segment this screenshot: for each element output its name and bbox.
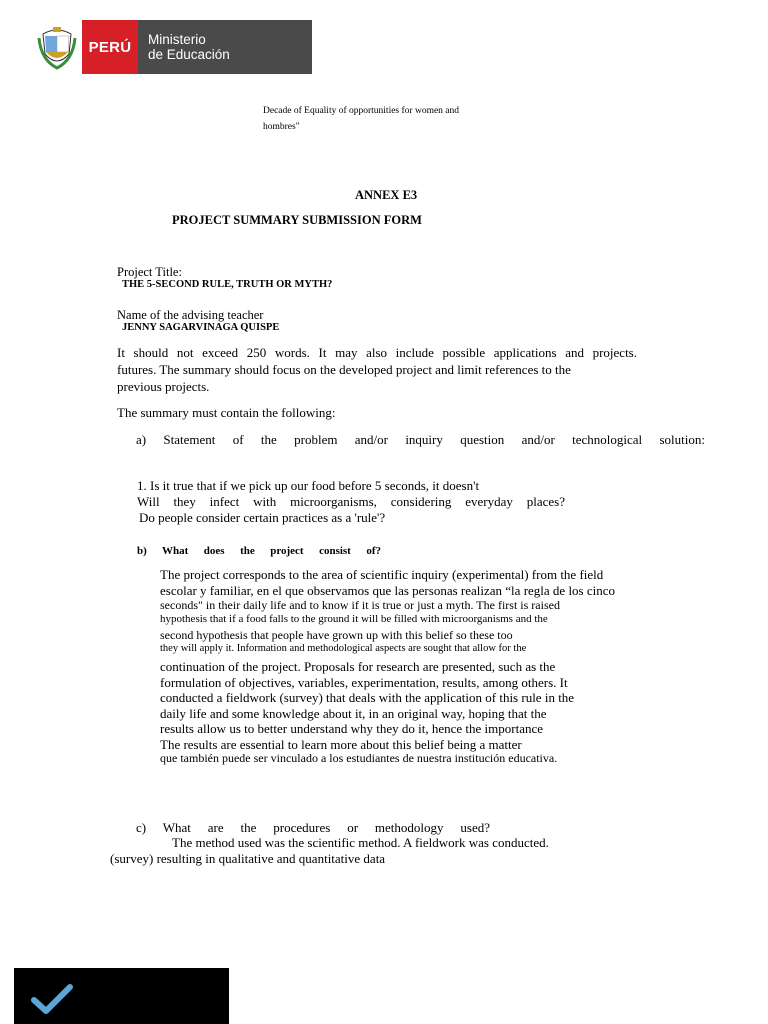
form-title: PROJECT SUMMARY SUBMISSION FORM (172, 213, 422, 227)
section-b-line: daily life and some knowledge about it, in an original way, hoping that the (160, 706, 547, 721)
section-a-line: Do people consider certain practices as a 'rule'? (139, 510, 386, 525)
section-b-line: formulation of objectives, variables, experimentation, results, among others. It (160, 675, 568, 690)
ministry-name (138, 20, 312, 74)
section-b-line: second hypothesis that people have grown up with this belief so these too (160, 628, 513, 642)
teacher-value: JENNY SAGARVINAGA QUISPE (122, 322, 280, 333)
section-b-line: results allow us to better understand why they do it, hence the importance (160, 721, 544, 736)
section-c-line: The method used was the scientific method. A fieldwork was conducted. (172, 835, 549, 850)
section-a-line: 1. Is it true that if we pick up our food before 5 seconds, it doesn't (137, 478, 480, 493)
instruction-line-3: previous projects. (117, 379, 210, 394)
instruction-line-1: It should not exceed 250 words. It may also include possible applications and projects. (117, 345, 637, 360)
decade-note-line-1: Decade of Equality of opportunities for women and (263, 106, 460, 116)
section-a-label: a) Statement of the problem and/or inquiry question and/or technological solution: (136, 432, 705, 447)
section-b-line: conducted a fieldwork (survey) that deals with the application of this rule in the (160, 690, 575, 705)
ministry-logo (32, 20, 312, 74)
section-a-line: Will they infect with microorganisms, considering everyday places? (137, 494, 565, 509)
peru-label: PERÚ (82, 20, 138, 74)
crest-icon (32, 20, 82, 74)
summary-intro: The summary must contain the following: (117, 405, 336, 420)
decade-note-line-2: hombres" (263, 122, 300, 132)
section-b-line: que también puede ser vinculado a los estudiantes de nuestra institución educativa. (160, 751, 558, 765)
annex-title: ANNEX E3 (355, 188, 418, 202)
section-c-line: (survey) resulting in qualitative and quantitative data (110, 851, 386, 866)
section-b-line: The results are essential to learn more about this belief being a matter (160, 737, 522, 752)
section-b-line: The project corresponds to the area of scientific inquiry (experimental) from the field (160, 567, 604, 582)
ministry-line-2: de Educación (148, 47, 230, 62)
ministry-line-1: Ministerio (148, 32, 206, 47)
instruction-line-2: futures. The summary should focus on the developed project and limit references to the (117, 362, 571, 377)
section-b-line: continuation of the project. Proposals for research are presented, such as the (160, 659, 556, 674)
section-c-label: c) What are the procedures or methodology used? (136, 820, 490, 835)
check-icon[interactable] (30, 982, 74, 1021)
section-b-line: they will apply it. Information and methodological aspects are sought that allow for the (160, 643, 527, 654)
project-title-label: Project Title: (117, 265, 182, 279)
project-title-value: THE 5-SECOND RULE, TRUTH OR MYTH? (122, 279, 333, 290)
section-b-line: hypothesis that if a food falls to the ground it will be filled with microorganisms and the (160, 613, 548, 625)
teacher-label: Name of the advising teacher (117, 308, 264, 322)
section-b-line: seconds" in their daily life and to know if it is true or just a myth. The first is raised (160, 598, 560, 612)
section-b-line: escolar y familiar, en el que observamos que las personas realizan “la regla de los cinco (160, 583, 616, 598)
section-b-label: b) What does the project consist of? (137, 545, 381, 557)
bottom-overlay-bar (14, 968, 229, 1024)
